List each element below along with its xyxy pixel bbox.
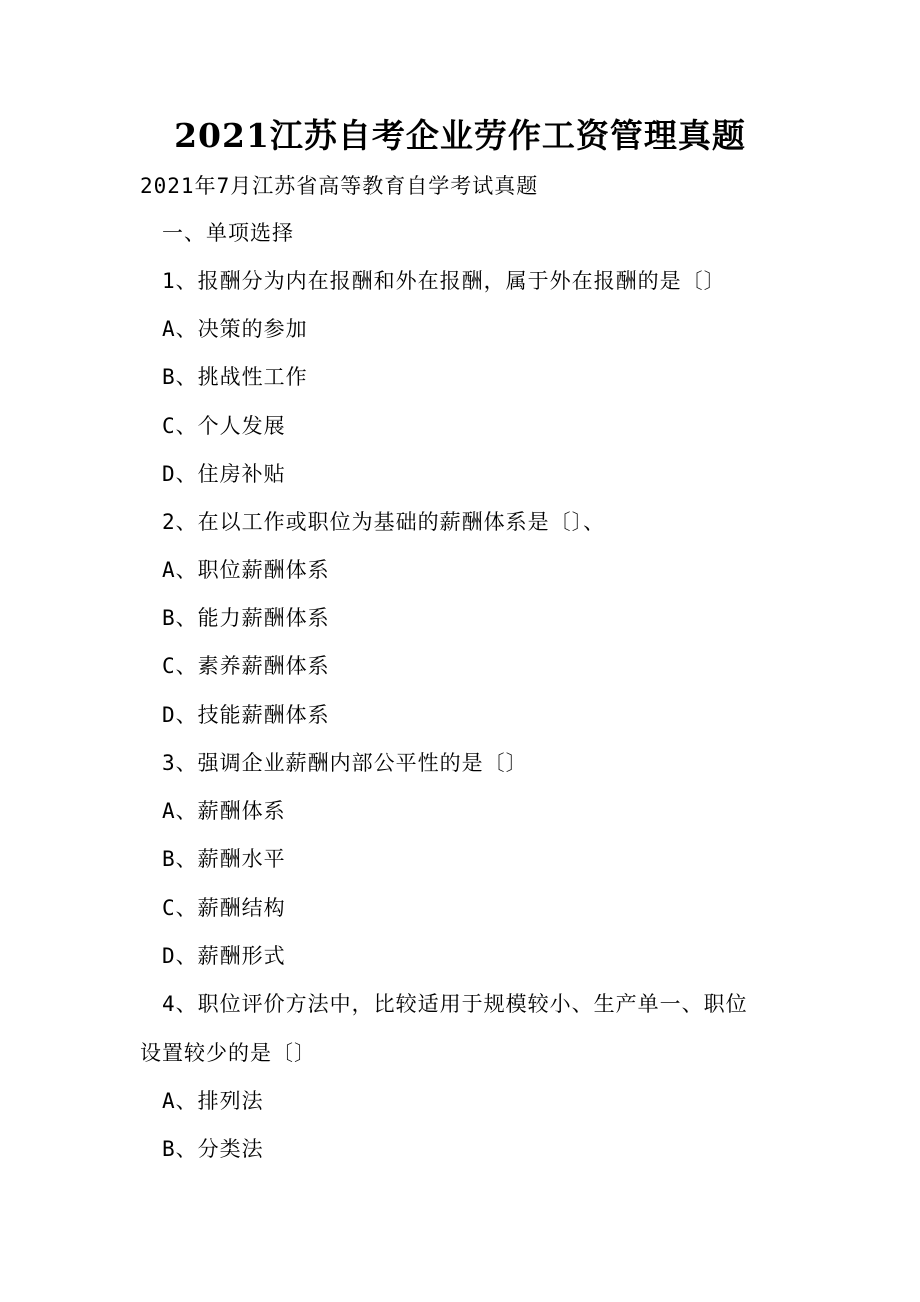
question-1-option-a: A、决策的参加 bbox=[162, 317, 308, 341]
question-2-option-d: D、技能薪酬体系 bbox=[162, 703, 330, 727]
section-heading: 一、单项选择 bbox=[162, 221, 294, 245]
question-1-stem: 1、报酬分为内在报酬和外在报酬，属于外在报酬的是〔〕 bbox=[162, 269, 726, 293]
question-2-option-b: B、能力薪酬体系 bbox=[162, 606, 330, 630]
question-1-option-d: D、住房补贴 bbox=[162, 462, 286, 486]
question-4-option-a: A、排列法 bbox=[162, 1089, 264, 1113]
question-3-stem: 3、强调企业薪酬内部公平性的是〔〕 bbox=[162, 751, 528, 775]
question-3-option-d: D、薪酬形式 bbox=[162, 944, 286, 968]
exam-subtitle: 2021年7月江苏省高等教育自学考试真题 bbox=[140, 174, 539, 198]
question-2-option-c: C、素养薪酬体系 bbox=[162, 654, 330, 678]
question-2-option-a: A、职位薪酬体系 bbox=[162, 558, 330, 582]
question-4-stem-continuation: 设置较少的是〔〕 bbox=[140, 1041, 316, 1065]
question-3-option-a: A、薪酬体系 bbox=[162, 799, 286, 823]
question-4-stem: 4、职位评价方法中，比较适用于规模较小、生产单一、职位 bbox=[162, 992, 748, 1016]
question-3-option-c: C、薪酬结构 bbox=[162, 896, 286, 920]
question-4-option-b: B、分类法 bbox=[162, 1137, 264, 1161]
document-title: 2021江苏自考企业劳作工资管理真题 bbox=[174, 116, 746, 155]
question-3-option-b: B、薪酬水平 bbox=[162, 847, 286, 871]
question-1-option-b: B、挑战性工作 bbox=[162, 365, 308, 389]
question-1-option-c: C、个人发展 bbox=[162, 414, 286, 438]
question-2-stem: 2、在以工作或职位为基础的薪酬体系是〔〕、 bbox=[162, 510, 606, 534]
